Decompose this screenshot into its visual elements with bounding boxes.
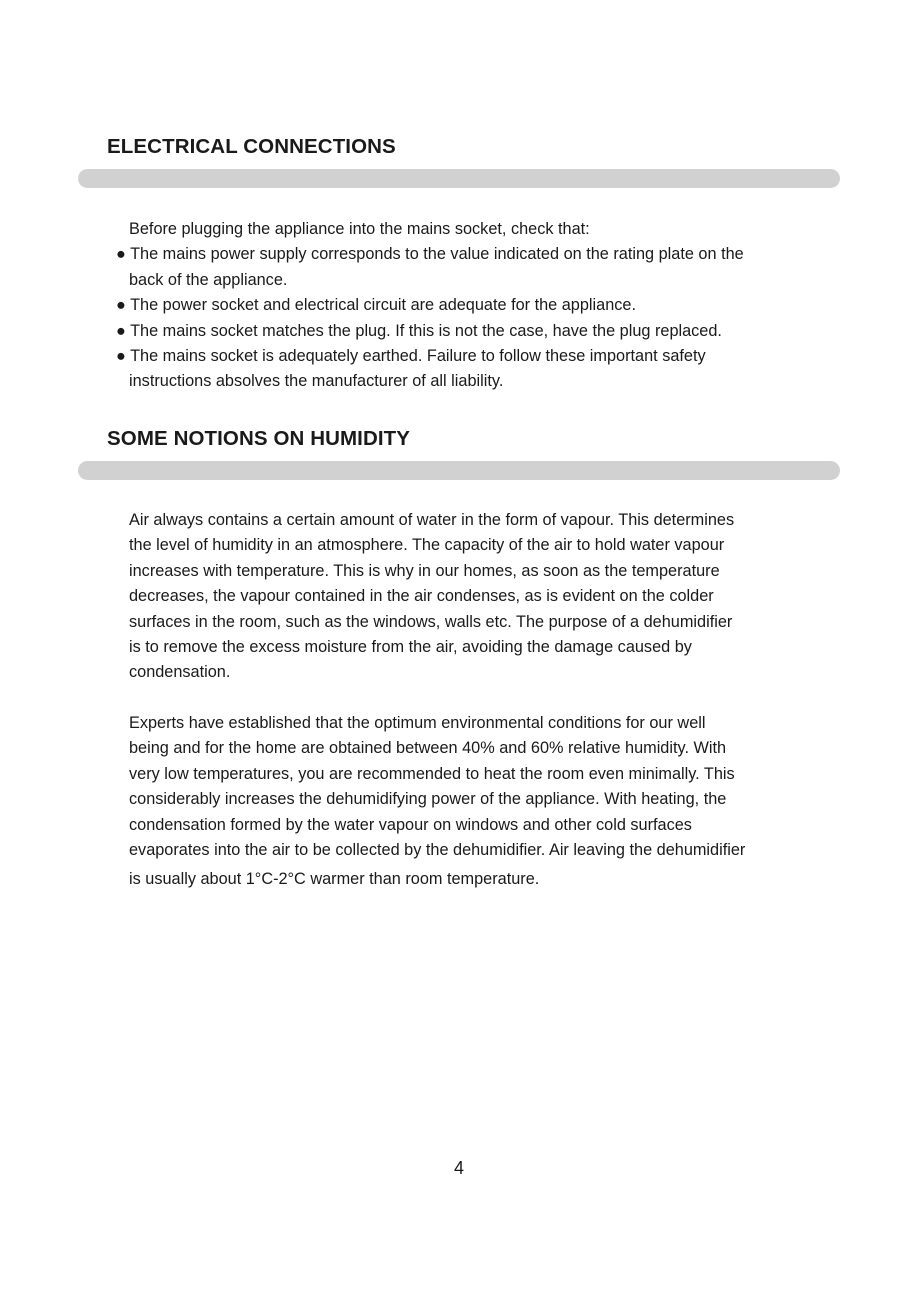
section-divider bbox=[78, 461, 840, 480]
text-line: the level of humidity in an atmosphere. The capacity of the air to hold water vapour bbox=[129, 536, 725, 555]
text-line: Experts have established that the optimum environmental conditions for our well bbox=[129, 714, 706, 732]
section-divider bbox=[78, 169, 840, 188]
text-line: increases with temperature. This is why in our homes, as soon as the temperature bbox=[129, 561, 720, 580]
text-line: is to remove the excess moisture from the air, avoiding the damage caused by bbox=[129, 637, 692, 656]
text-line: condensation formed by the water vapour on windows and other cold surfaces bbox=[129, 815, 692, 834]
text-line: Before plugging the appliance into the mains socket, check that: bbox=[129, 220, 590, 238]
text-line: evaporates into the air to be collected by the dehumidifier. Air leaving the dehumidifier bbox=[129, 840, 746, 859]
text-line: Air always contains a certain amount of water in the form of vapour. This determines bbox=[129, 511, 735, 529]
text-line: very low temperatures, you are recommended to heat the room even minimally. This bbox=[129, 764, 735, 783]
humidity-paragraph-1 bbox=[129, 508, 734, 686]
text-line: decreases, the vapour contained in the air condenses, as is evident on the colder bbox=[129, 587, 714, 606]
text-line: ● The power socket and electrical circuit are adequate for the appliance. bbox=[116, 296, 636, 315]
section-heading-electrical: ELECTRICAL CONNECTIONS bbox=[107, 135, 396, 158]
text-line: being and for the home are obtained between 40% and 60% relative humidity. With bbox=[129, 739, 727, 758]
text-line: instructions absolves the manufacturer of all liability. bbox=[129, 372, 504, 391]
text-line: surfaces in the room, such as the windows, walls etc. The purpose of a dehumidifier bbox=[129, 612, 733, 631]
page-number: 4 bbox=[453, 1158, 464, 1178]
section-heading-humidity: SOME NOTIONS ON HUMIDITY bbox=[107, 427, 411, 450]
text-line: considerably increases the dehumidifying power of the appliance. With heating, the bbox=[129, 790, 727, 809]
text-line: is usually about 1°C-2°C warmer than room temperature. bbox=[129, 870, 540, 889]
text-line: ● The mains socket matches the plug. If this is not the case, have the plug replaced. bbox=[116, 321, 722, 340]
text-line: ● The mains socket is adequately earthed. Failure to follow these important safety bbox=[116, 346, 706, 365]
text-line: back of the appliance. bbox=[129, 270, 288, 289]
text-line: ● The mains power supply corresponds to the value indicated on the rating plate on the bbox=[116, 245, 744, 264]
electrical-body bbox=[116, 217, 744, 395]
humidity-paragraph-2 bbox=[129, 711, 745, 893]
text-line: condensation. bbox=[129, 663, 231, 682]
